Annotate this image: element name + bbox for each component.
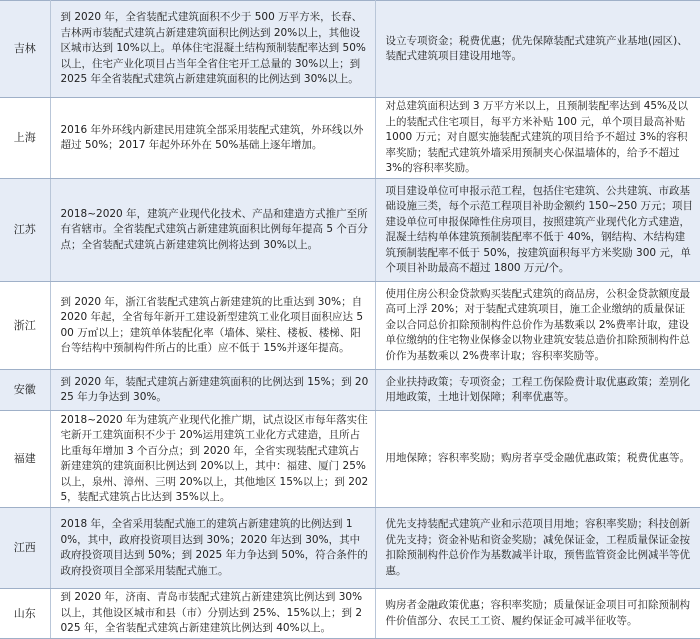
target-cell: 到 2020 年，装配式建筑占新建建筑面积的比例达到 15%；到 2025 年力争达到 30%。 xyxy=(50,370,375,411)
table-row xyxy=(0,98,700,179)
region-cell: 江苏 xyxy=(0,179,50,282)
region-cell: 安徽 xyxy=(0,370,50,411)
table-row xyxy=(0,282,700,370)
region-cell: 吉林 xyxy=(0,1,50,98)
region-cell: 山东 xyxy=(0,589,50,639)
table-row xyxy=(0,179,700,282)
table-row xyxy=(0,589,700,639)
policy-cell: 项目建设单位可申报示范工程，包括住宅建筑、公共建筑、市政基础设施三类，每个示范工程项目补助金额约 150~250 万元；项目建设单位可申报保障性住房项目，按照建筑产业现代化方式建造，混凝土结构单体建筑预制装配率不低于 40%，钢结构、木结构建筑预制装配率不低于 50%，按建筑面积每平方米奖励 300 元，单个项目补助最高不超过 1800 万元/个。 xyxy=(375,179,700,282)
target-cell: 2016 年外环线内新建民用建筑全部采用装配式建筑，外环线以外超过 50%；2017 年起外环外在 50%基础上逐年增加。 xyxy=(50,98,375,179)
region-cell: 上海 xyxy=(0,98,50,179)
target-cell: 到 2020 年，全省装配式建筑面积不少于 500 万平方米，长春、吉林两市装配式建筑占新建建筑面积比例达到 20%以上，其他设区城市达到 10%以上。单体住宅混凝土结构预制装配率达到 50%以上，住宅产业化项目占当年全省住宅开工总量的 30%以上；到 2025 年全省装配式建筑占新建建筑面积的比例达到 30%以上。 xyxy=(50,1,375,98)
region-cell: 福建 xyxy=(0,411,50,508)
target-cell: 2018~2020 年为建筑产业现代化推广期，试点设区市每年落实住宅新开工建筑面积不少于 20%运用建筑工业化方式建造，且所占比重每年增加 3 个百分点；到 2020 年，全省实现装配式建筑占新建建筑的建筑面积比例达到 20%以上，其中：福建、厦门 25%以上，泉州、漳州、三明 20%以上，其他地区 15%以上；到 2025，装配式建筑占比达到 35%以上。 xyxy=(50,411,375,508)
target-cell: 到 2020 年，浙江省装配式建筑占新建建筑的比重达到 30%；自 2020 年起，全省每年新开工建设新型建筑工业化项目面积应达 500 万㎡以上；建筑单体装配化率（墙体、梁柱、楼板、楼梯、阳台等结构中预制构件所占的比重）应不低于 15%并逐年提高。 xyxy=(50,282,375,370)
table-row xyxy=(0,370,700,411)
policy-cell: 优先支持装配式建筑产业和示范项目用地；容积率奖励；科技创新优先支持；资金补贴和资金奖励；减免保证金，工程质量保证金按扣除预制构件总价作为基数减半计取，预售监管资金比例减半等优惠。 xyxy=(375,508,700,589)
target-cell: 2018 年，全省采用装配式施工的建筑占新建建筑的比例达到 10%，其中，政府投资项目达到 30%；2020 年达到 30%，其中政府投资项目达到 50%；到 2025 年力争达到 50%，符合条件的政府投资项目全部采用装配式施工。 xyxy=(50,508,375,589)
policy-cell: 使用住房公积金贷款购买装配式建筑的商品房，公积金贷款额度最高可上浮 20%；对于装配式建筑项目，施工企业缴纳的质量保证金以合同总价扣除预制构件总价作为基数乘以 2%费率计取，建设单位缴纳的住宅物业保修金以物业建筑安装总造价扣除预制构件总价作为基数乘以 2%费率计取；容积率奖励等。 xyxy=(375,282,700,370)
policy-cell: 对总建筑面积达到 3 万平方米以上，且预制装配率达到 45%及以上的装配式住宅项目，每平方米补贴 100 元，单个项目最高补贴 1000 万元；对自愿实施装配式建筑的项目给予不超过 3%的容积率奖励；装配式建筑外墙采用预制夹心保温墙体的，给予不超过 3%的容积率奖励。 xyxy=(375,98,700,179)
region-cell: 浙江 xyxy=(0,282,50,370)
table-row xyxy=(0,411,700,508)
policy-cell: 企业扶持政策；专项资金；工程工伤保险费计取优惠政策；差别化用地政策，土地计划保障；利率优惠等。 xyxy=(375,370,700,411)
target-cell: 到 2020 年，济南、青岛市装配式建筑占新建建筑比例达到 30%以上，其他设区城市和县（市）分别达到 25%、15%以上；到 2025 年，全省装配式建筑占新建建筑比例达到 40%以上。 xyxy=(50,589,375,639)
target-cell: 2018~2020 年，建筑产业现代化技术、产品和建造方式推广至所有省辖市。全省装配式建筑占新建建筑面积比例每年提高 5 个百分点；全省装配式建筑占新建建筑比例将达到 30%以上。 xyxy=(50,179,375,282)
table-row xyxy=(0,508,700,589)
policy-cell: 购房者金融政策优惠；容积率奖励；质量保证金项目可扣除预制构件价值部分、农民工工资、履约保证金可减半征收等。 xyxy=(375,589,700,639)
region-cell: 江西 xyxy=(0,508,50,589)
policy-cell: 设立专项资金；税费优惠；优先保障装配式建筑产业基地(园区)、装配式建筑项目建设用地等。 xyxy=(375,1,700,98)
policy-cell: 用地保障；容积率奖励；购房者享受金融优惠政策；税费优惠等。 xyxy=(375,411,700,508)
table-row xyxy=(0,1,700,98)
